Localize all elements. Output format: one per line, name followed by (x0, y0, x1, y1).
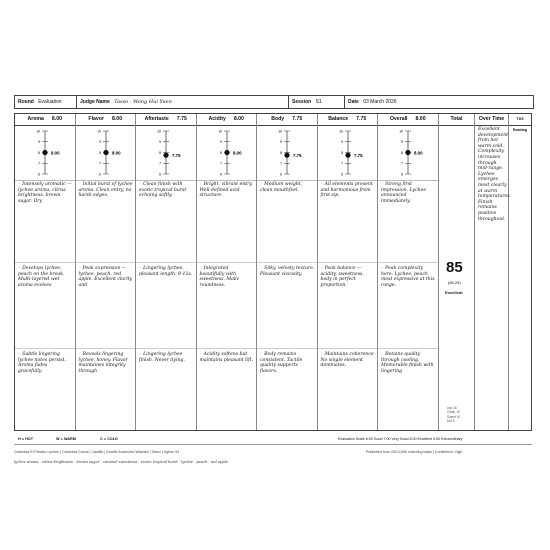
attribute-header (318, 114, 378, 126)
attribute-header (197, 114, 257, 126)
attribute-score: 8.00 (415, 116, 426, 122)
attribute-header (76, 114, 136, 126)
score-marker-label: 7.75 (172, 152, 181, 158)
scale-graphic (15, 126, 76, 180)
scale-tick-label: 6 (280, 172, 282, 177)
scale-tick-label: 8 (340, 150, 343, 155)
attribute-column-aftertaste (136, 114, 197, 430)
scale-tick-label: 9 (401, 140, 403, 145)
note-text: Retains quality through cooling. Memorable finish with lingering (381, 352, 434, 374)
note-text: Reveals lingering lychee, honey. Flavor maintaines integrity through (78, 352, 128, 374)
score-marker-label: 8.00 (111, 150, 121, 156)
scale-tick-label: 7 (219, 161, 222, 166)
score-marker-label: 7.75 (293, 152, 302, 158)
scale-tick-label: 8 (401, 150, 403, 155)
scale-tick-label: 7 (280, 161, 282, 166)
section-divider (378, 262, 438, 263)
attribute-score: 8.00 (233, 116, 244, 122)
note-text: Silky, velvety texture. Pleasant viscosity. (260, 266, 315, 277)
score-marker (405, 150, 410, 155)
attribute-score: 8.00 (51, 116, 63, 122)
attribute-header (136, 114, 196, 126)
bullet-icon: ◦ (260, 182, 265, 187)
section-divider (15, 348, 75, 349)
footer-divider (14, 444, 532, 445)
scale-tick-label: 10 (96, 129, 101, 134)
scale-tick-label: 6 (340, 172, 343, 177)
attribute-name: Body (271, 116, 285, 122)
scale-tick-label: 9 (340, 140, 343, 145)
score-marker-label: 7.75 (353, 152, 363, 158)
date-field: Date 03 March 2026 (348, 99, 397, 105)
note-text: Initial burst of lychee aroma. Clean entry, no harsh edges. (78, 182, 133, 199)
section-divider (197, 262, 257, 263)
note-text: Strong first impression. Lychee announced immediately. (381, 182, 427, 204)
scale-tick-label: 8 (280, 150, 282, 155)
attribute-column-body (257, 114, 318, 430)
scale-tick-label: 10 (36, 129, 40, 134)
bullet-icon: ◦ (139, 352, 144, 357)
section-divider (15, 262, 75, 263)
score-scale (197, 126, 257, 181)
section-divider (136, 262, 196, 263)
scale-graphic (136, 126, 197, 180)
attribute-column-aroma (15, 114, 76, 430)
note-text: Develops lychee, peach on the break. Multi-layered wet aroma evolves (18, 266, 65, 288)
scale-tick-label: 6 (38, 172, 40, 177)
score-marker (163, 153, 168, 158)
note-text: Peak expression — lychee, peach, red apple. Excellent clarity and (78, 266, 133, 288)
attribute-header (15, 114, 75, 126)
scale-tick-label: 10 (278, 129, 282, 134)
bullet-icon: ◦ (320, 182, 325, 187)
note-text: Lingering lychee, pleasant length. 8-12s. (139, 266, 193, 277)
scale-tick-label: 7 (340, 161, 343, 166)
section-divider (318, 262, 378, 263)
judge-field: Judge Name Tasso · Wong Hui Yuen (77, 96, 289, 108)
note-text: Intensely aromatic — lychee aroma, citrus brightness, brown sugar. Dry (18, 182, 72, 204)
note-hot (200, 182, 255, 199)
footer-descriptors: lychee aroma · citrus brightness · brown sugar · caramel sweetness · exotic tropical burst · lychee · peach · red apple (14, 460, 228, 464)
attribute-column-balance (318, 114, 379, 430)
score-marker (284, 153, 289, 158)
scale-tick-label: 7 (159, 161, 161, 166)
note-cold (200, 352, 255, 363)
note-cold (381, 352, 436, 374)
score-scale (136, 126, 196, 181)
score-marker (345, 153, 350, 158)
note-hot (381, 182, 436, 204)
score-scale (318, 126, 378, 181)
bullet-icon: ◦ (139, 266, 144, 271)
attribute-name: Acidity (208, 116, 226, 122)
note-text: Acidity softens but maintains pleasant lift. (199, 352, 254, 363)
bullet-icon: ◦ (78, 182, 83, 187)
session-field: Session S1 (289, 96, 345, 108)
bullet-icon: ◦ (199, 182, 204, 187)
bullet-icon: ◦ (320, 352, 325, 357)
note-cold (139, 352, 194, 363)
scale-graphic (197, 126, 258, 180)
note-hot (139, 182, 194, 199)
score-marker (42, 150, 47, 155)
scale-tick-label: 6 (98, 172, 101, 177)
note-warm (381, 266, 436, 288)
section-divider (76, 262, 136, 263)
tds-column (509, 114, 531, 430)
score-marker (103, 150, 108, 155)
bullet-icon: ◦ (260, 352, 265, 357)
scale-tick-label: 7 (401, 161, 403, 166)
scale-tick-label: 6 (219, 172, 222, 177)
attribute-name: Overall (389, 116, 408, 122)
note-text: Peak balance — acidity, sweetness, body in perfect proportion. (320, 266, 364, 288)
note-hot (321, 182, 376, 199)
note-warm (18, 266, 73, 288)
score-scale (15, 126, 75, 181)
score-marker-label: 8.00 (51, 150, 60, 156)
section-divider (318, 348, 378, 349)
note-text: Clean finish with exotic tropical burst echoing softly. (139, 182, 187, 199)
bullet-icon: ◦ (78, 352, 83, 357)
tds-header: TDS Reading (509, 114, 531, 126)
evaluation-grid (14, 113, 532, 431)
bullet-icon: ◦ (381, 352, 386, 357)
note-text: All elements present and harmonious from first sip. (320, 182, 373, 199)
over-time-header: Over Time (475, 114, 508, 126)
scale-tick-label: 10 (399, 129, 403, 134)
attribute-column-overall (378, 114, 439, 430)
scale-tick-label: 8 (219, 150, 222, 155)
scale-graphic (76, 126, 137, 180)
note-text: Integrated beautifully with sweetness. Malic roundness. (199, 266, 240, 288)
note-warm (139, 266, 194, 277)
note-cold (79, 352, 134, 374)
attribute-name: Flavor (88, 116, 104, 122)
scale-tick-label: 6 (159, 172, 161, 177)
legend-warm: W = WARM (56, 437, 76, 441)
note-warm (321, 266, 376, 288)
scale-tick-label: 7 (98, 161, 101, 166)
note-hot (260, 182, 315, 193)
attribute-score: 8.00 (111, 116, 123, 122)
header-bar (14, 95, 534, 109)
total-grade: Excellent (445, 290, 463, 295)
attribute-header (257, 114, 317, 126)
note-text: Medium weight, clean mouthfeel. (260, 182, 303, 193)
bullet-icon: ◦ (18, 266, 23, 271)
section-divider (257, 348, 317, 349)
attribute-score: 7.75 (292, 116, 303, 122)
bullet-icon: ◦ (199, 266, 204, 271)
note-warm (200, 266, 255, 288)
attribute-header (378, 114, 438, 126)
note-cold (18, 352, 73, 374)
scale-tick-label: 9 (38, 140, 40, 145)
scale-tick-label: 7 (38, 161, 40, 166)
score-scale (257, 126, 317, 181)
score-scale (76, 126, 136, 181)
total-sub: (85.25) (448, 280, 461, 285)
bullet-icon: ◦ (260, 266, 265, 271)
section-divider (76, 348, 136, 349)
bullet-icon: ◦ (139, 182, 144, 187)
bullet-icon: ◦ (381, 182, 386, 187)
legend-hot: H = HOT (18, 437, 34, 441)
attribute-column-flavor (76, 114, 137, 430)
evaluation-scale: Evaluation Scale 6.00 Good 7.00 Very Good 8.00 Excellent 9.00 Extraordinary (338, 437, 463, 441)
note-text: Lingering lychee finish. Never dying. (139, 352, 185, 363)
scale-tick-label: 9 (159, 140, 161, 145)
section-divider (197, 348, 257, 349)
scale-graphic (318, 126, 379, 180)
attribute-column-acidity (197, 114, 258, 430)
note-text: Subtle lingering lychee notes persist. Aroma fades gracefully. (18, 352, 66, 374)
section-divider (257, 262, 317, 263)
scale-tick-label: 10 (338, 129, 343, 134)
note-warm (260, 266, 315, 277)
legend-cold: C = COLD (100, 437, 118, 441)
total-header: Total (439, 114, 474, 126)
attribute-name: Aftertaste (144, 116, 169, 122)
scale-tick-label: 8 (98, 150, 101, 155)
score-marker-label: 8.00 (414, 150, 423, 156)
section-divider (378, 348, 438, 349)
total-score: 85 (446, 259, 463, 276)
note-warm (79, 266, 134, 288)
scale-tick-label: 9 (280, 140, 282, 145)
note-text: Maintains coherence. No single element dominates. (320, 352, 376, 369)
note-hot (79, 182, 134, 199)
total-column (439, 114, 475, 430)
note-cold (321, 352, 376, 369)
scale-tick-label: 10 (217, 129, 222, 134)
bullet-icon: ◦ (18, 352, 23, 357)
note-text: Bright, vibrant entry. Well-defined acid structure. (199, 182, 253, 199)
bullet-icon: ◦ (320, 266, 325, 271)
over-time-column (475, 114, 512, 430)
section-divider (136, 348, 196, 349)
attribute-score: 7.75 (176, 116, 187, 122)
note-text: Body remains consistent. Tactile quality supports flavors. (260, 352, 303, 374)
score-marker-label: 8.00 (232, 150, 242, 156)
attribute-name: Balance (328, 116, 349, 122)
scale-tick-label: 8 (38, 150, 40, 155)
scale-tick-label: 9 (98, 140, 101, 145)
score-marker (224, 150, 229, 155)
scale-tick-label: 10 (157, 129, 161, 134)
bullet-icon: ◦ (199, 352, 204, 357)
note-cold (260, 352, 315, 374)
scale-tick-label: 8 (159, 150, 161, 155)
round-field: Round Evaluation (15, 96, 77, 108)
note-text: Peak complexity here. Lychee, peach most expressive at this range. (381, 266, 435, 288)
total-mini: unc 16 Clean 10 Sweet 10 Def 0 (447, 406, 461, 424)
bullet-icon: ◦ (381, 266, 386, 271)
bullet-icon: ◦ (18, 182, 23, 187)
scale-tick-label: 9 (219, 140, 222, 145)
score-scale (378, 126, 438, 181)
footer-right: Published from 2021/10th matching basis | Confidence: High (366, 450, 463, 454)
bullet-icon: ◦ (78, 266, 83, 271)
footer-left: Colombia El Paraiso Lychee | Colombia Cauca | Castillo | Double Anaerobic Washed | Tasso | Agtron 94 (14, 450, 180, 454)
scale-graphic (257, 126, 318, 180)
over-time-text: Excellent development from hot warm cold. Complexity increases through mid-range. Lychee emerges most clearly at warm temperatures. Finish remains positive throughout. (478, 127, 512, 222)
attribute-score: 7.75 (356, 116, 367, 122)
scale-graphic (378, 126, 439, 180)
scale-tick-label: 6 (401, 172, 403, 177)
note-hot (18, 182, 73, 204)
attribute-name: Aroma (27, 116, 44, 122)
